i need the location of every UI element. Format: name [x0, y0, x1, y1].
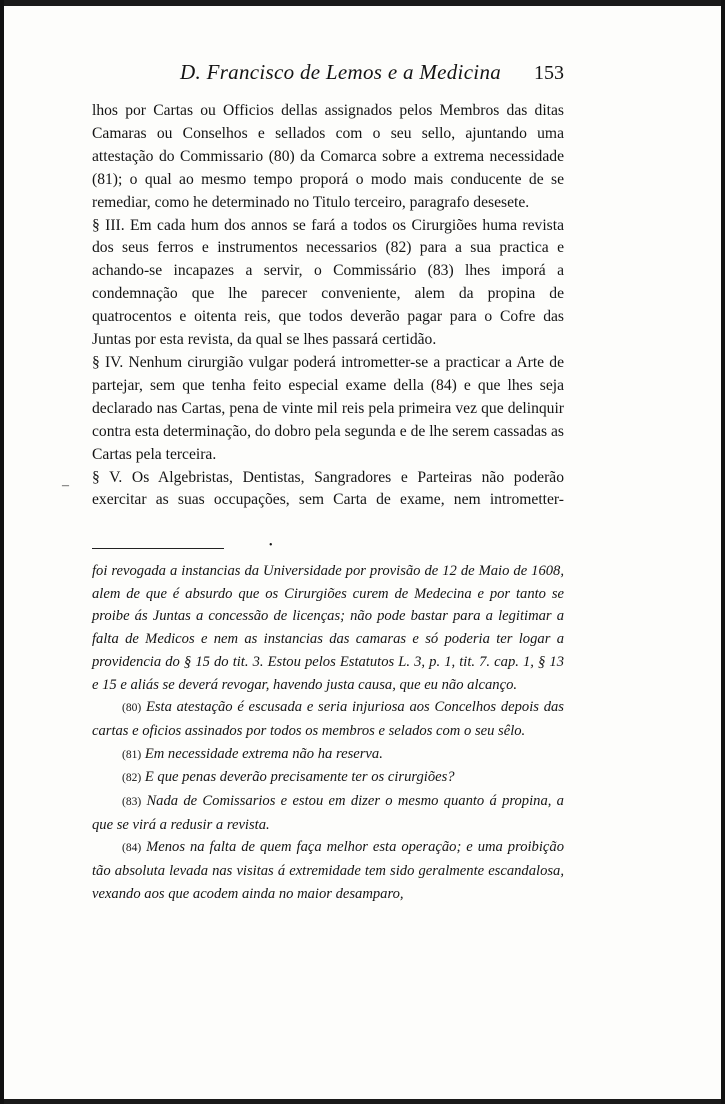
paragraph-section-iv: § IV. Nenhum cirurgião vulgar poderá intrometter-se a practicar a Arte de partejar, sem que tenha feito especial exame della (84) e que lhes seja declarado nas Cartas, pena de vinte mil reis pela primeira vez que delinquir contra esta determinação, do dobro pela segunda e de lhe serem cassadas as Cartas pela terceira. — [92, 353, 564, 463]
page-number: 153 — [534, 62, 564, 84]
footnote-separator — [92, 548, 224, 549]
footnote-number: (81) — [122, 748, 142, 761]
footnote-number: (82) — [122, 772, 142, 785]
footnotes — [92, 560, 564, 906]
footnote-text: Em necessidade extrema não ha reserva. — [144, 745, 383, 762]
margin-mark: – — [62, 478, 69, 493]
scan-top-edge — [4, 0, 721, 6]
scan-bottom-edge — [4, 1099, 721, 1104]
footnote-84 — [92, 836, 564, 905]
paragraph-section-iii: § III. Em cada hum dos annos se fará a todos os Cirurgiões huma revista dos seus ferros e instrumentos necessarios (82) para a sua practica e achando-se incapazes a servir, o Commissário (83) lhes imporá a condemnação que lhe parecer conveniente, alem da propina de quatrocentos e oitenta reis, que todos deverão pagar para o Cofre das Juntas por esta revista, da qual se lhes passará certidão. — [92, 216, 564, 349]
footnote-text: Esta atestação é escusada e seria injuriosa aos Concelhos depois das cartas e oficios assinados por todos os membros e selados com o seu sêlo. — [92, 699, 564, 739]
footnote-number: (83) — [122, 796, 142, 809]
separator-dot: • — [269, 540, 273, 551]
footnote-text: E que penas deverão precisamente ter os cirurgiões? — [144, 769, 455, 786]
running-title: D. Francisco de Lemos e a Medicina — [180, 60, 502, 84]
page-header — [92, 60, 564, 92]
paragraph-section-v: § V. Os Algebristas, Dentistas, Sangradores e Parteiras não poderão exercitar as suas occupações, sem Carta de exame, nem intrometter- — [92, 468, 564, 509]
footnote-text: Menos na falta de quem faça melhor esta operação; e uma proibição tão absoluta levada nas visitas á extremidade tem sido geralmente escandalosa, vexando aos que acodem ainda no maior desamparo, — [92, 839, 564, 902]
footnote-number: (80) — [122, 702, 142, 715]
footnote-83 — [92, 790, 564, 836]
footnote-82 — [92, 766, 564, 790]
main-text — [92, 100, 564, 512]
footnote-80 — [92, 696, 564, 742]
paragraph-continuation: lhos por Cartas ou Officios dellas assignados pelos Membros das ditas Camaras ou Conselhos e sellados com o seu sello, ajuntando uma attestação do Commissario (80) da Comarca sobre a extrema necessidade (81); o qual ao mesmo tempo proporá o modo mais conducente de se remediar, como he determinado no Titulo terceiro, paragrafo desesete. — [92, 102, 564, 211]
footnote-number: (84) — [122, 842, 142, 855]
footnote-continuation: foi revogada a instancias da Universidade por provisão de 12 de Maio de 1608, alem de que é absurdo que os Cirurgiões curem de Medecina e por tanto se proibe ás Juntas a concessão de licenças; não pode bastar para a legitimar a falta de Medicos e nem as instancias das camaras e só poderia ter logar a providencia do § 15 do tit. 3. Estou pelos Estatutos L. 3, p. 1, tit. 7. cap. 1, § 13 e 15 e aliás se deverá revogar, havendo justa causa, que eu não alcanço. — [92, 563, 564, 693]
footnote-81 — [92, 743, 564, 767]
footnote-text: Nada de Comissarios e estou em dizer o mesmo quanto á propina, a que se virá a redusir a revista. — [92, 793, 564, 833]
